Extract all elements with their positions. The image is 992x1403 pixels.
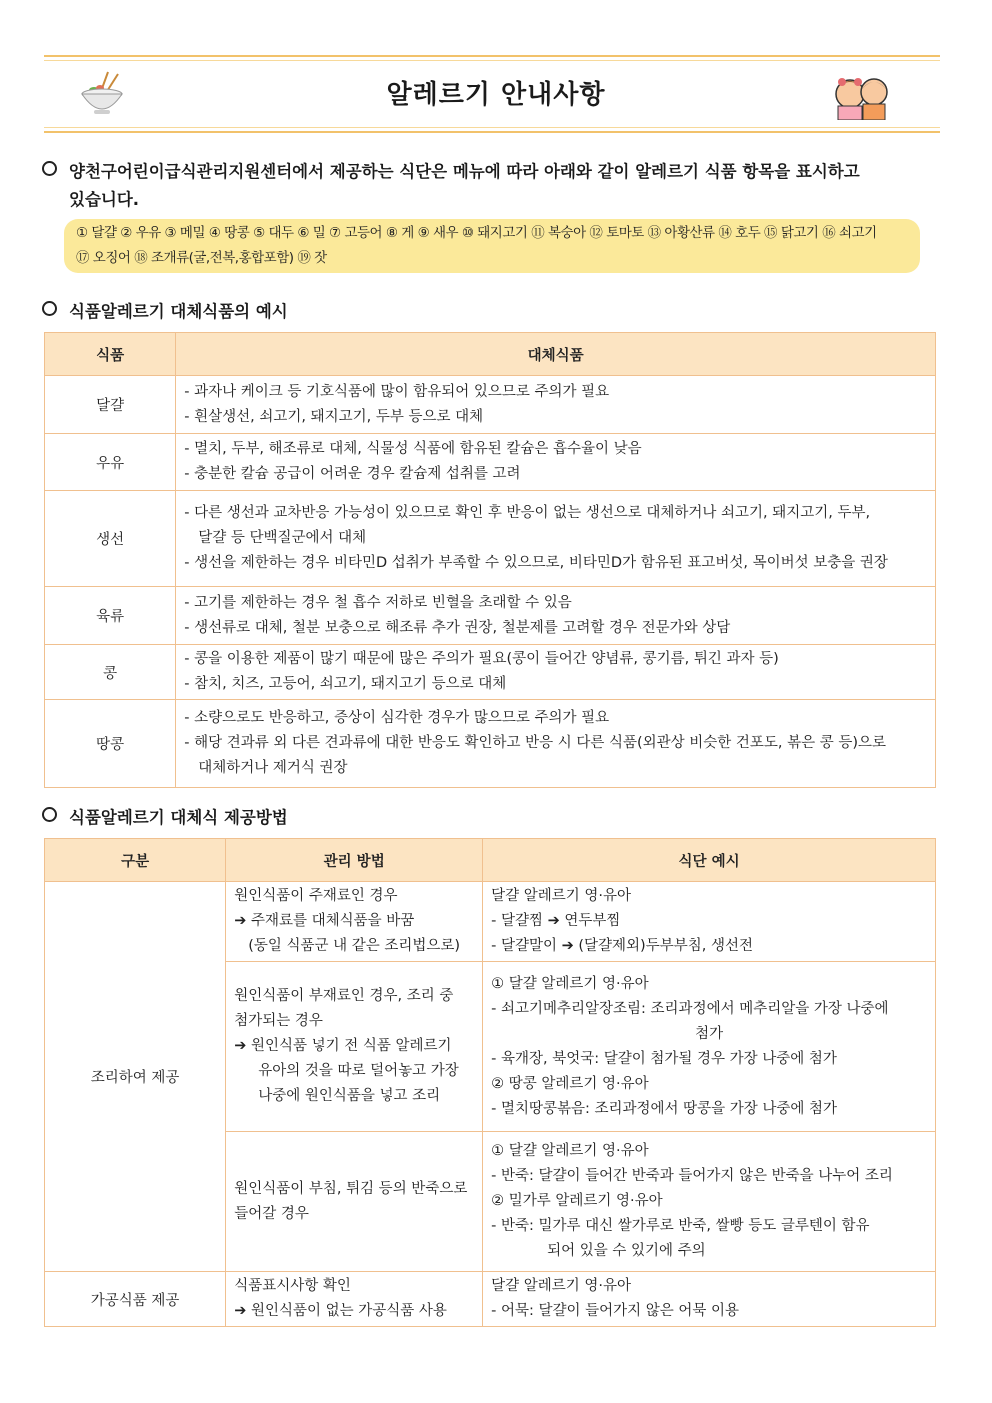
substitute-food-table bbox=[44, 332, 936, 788]
method-cell: 식품표시사항 확인 ➔ 원인식품이 없는 가공식품 사용 bbox=[226, 1272, 483, 1327]
col-header-method: 관리 방법 bbox=[226, 839, 483, 882]
table-row bbox=[45, 434, 936, 491]
method-cell: 원인식품이 주재료인 경우 ➔ 주재료를 대체식품을 바꿈 (동일 식품군 내 같은 조리법으로) bbox=[226, 882, 483, 962]
section-1-heading: 식품알레르기 대체식품의 예시 bbox=[42, 298, 288, 322]
page-title: 알레르기 안내사항 bbox=[386, 80, 606, 110]
table-row bbox=[45, 376, 936, 434]
example-cell: ① 달걀 알레르기 영·유아 - 쇠고기메추리알장조림: 조리과정에서 메추리알을 가장 나중에 첨가 - 육개장, 북엇국: 달걀이 첨가될 경우 가장 나중에 첨가 ② 땅콩 알레르기 영·유아 - 멸치땅콩볶음: 조리과정에서 땅콩을 가장 나중에 첨가 bbox=[483, 962, 936, 1132]
allergen-line-1: ① 달걀 ② 우유 ③ 메밀 ④ 땅콩 ⑤ 대두 ⑥ 밀 ⑦ 고등어 ⑧ 게 ⑨ 새우 ⑩ 돼지고기 ⑪ 복숭아 ⑫ 토마토 ⑬ 아황산류 ⑭ 호두 ⑮ 닭고기 ⑯ 쇠고기 bbox=[76, 225, 877, 241]
substitute-cell: - 고기를 제한하는 경우 철 흡수 저하로 빈혈을 초래할 수 있음 - 생선류로 대체, 철분 보충으로 해조류 추가 권장, 철분제를 고려할 경우 전문가와 상담 bbox=[176, 587, 936, 645]
food-cell: 달걀 bbox=[45, 376, 176, 434]
intro-text: 양천구어린이급식관리지원센터에서 제공하는 식단은 메뉴에 따라 아래와 같이 알레르기 식품 항목을 표시하고 있습니다. bbox=[42, 158, 932, 214]
circle-bullet-icon bbox=[42, 161, 57, 176]
table-row bbox=[45, 645, 936, 700]
table-row bbox=[45, 491, 936, 587]
header-top-line-thin bbox=[44, 60, 940, 61]
food-cell: 콩 bbox=[45, 645, 176, 700]
type-cell-cooking: 조리하여 제공 bbox=[45, 882, 226, 1272]
header-bottom-line bbox=[44, 131, 940, 133]
type-cell-processed: 가공식품 제공 bbox=[45, 1272, 226, 1327]
food-cell: 땅콩 bbox=[45, 700, 176, 788]
table-header-row bbox=[45, 333, 936, 376]
substitute-cell: - 다른 생선과 교차반응 가능성이 있으므로 확인 후 반응이 없는 생선으로 대체하거나 쇠고기, 돼지고기, 두부, 달걀 등 단백질군에서 대체 - 생선을 제한하는 경우 비타민D 섭취가 부족할 수 있으므로, 비타민D가 함유된 표고버섯, 목이버섯 보충을 권장 bbox=[176, 491, 936, 587]
substitute-cell: - 과자나 케이크 등 기호식품에 많이 함유되어 있으므로 주의가 필요 - 흰살생선, 쇠고기, 돼지고기, 두부 등으로 대체 bbox=[176, 376, 936, 434]
method-cell: 원인식품이 부침, 튀김 등의 반죽으로 들어갈 경우 bbox=[226, 1132, 483, 1272]
allergen-list-box bbox=[64, 219, 920, 273]
circle-bullet-icon bbox=[42, 807, 57, 822]
food-cell: 생선 bbox=[45, 491, 176, 587]
allergen-line-2: ⑰ 오징어 ⑱ 조개류(굴,전복,홍합포함) ⑲ 잣 bbox=[76, 250, 327, 266]
col-header-substitute: 대체식품 bbox=[176, 333, 936, 376]
children-icon bbox=[830, 70, 894, 120]
section-2-heading: 식품알레르기 대체식 제공방법 bbox=[42, 804, 288, 828]
substitute-cell: - 멸치, 두부, 해조류로 대체, 식물성 식품에 함유된 칼슘은 흡수율이 낮음 - 충분한 칼슘 공급이 어려운 경우 칼슘제 섭취를 고려 bbox=[176, 434, 936, 491]
circle-bullet-icon bbox=[42, 301, 57, 316]
example-cell: ① 달걀 알레르기 영·유아 - 반죽: 달걀이 들어간 반죽과 들어가지 않은 반죽을 나누어 조리 ② 밀가루 알레르기 영·유아 - 반죽: 밀가루 대신 쌀가루로 반죽, 쌀빵 등도 글루텐이 함유 되어 있을 수 있기에 주의 bbox=[483, 1132, 936, 1272]
table-header-row bbox=[45, 839, 936, 882]
food-cell: 육류 bbox=[45, 587, 176, 645]
header-bottom-line-thin bbox=[44, 127, 940, 128]
col-header-type: 구분 bbox=[45, 839, 226, 882]
table-row bbox=[45, 700, 936, 788]
alternative-meal-table bbox=[44, 838, 936, 1327]
substitute-cell: - 콩을 이용한 제품이 많기 때문에 많은 주의가 필요(콩이 들어간 양념류, 콩기름, 튀긴 과자 등) - 참치, 치즈, 고등어, 쇠고기, 돼지고기 등으로 대체 bbox=[176, 645, 936, 700]
example-cell: 달걀 알레르기 영·유아 - 어묵: 달걀이 들어가지 않은 어묵 이용 bbox=[483, 1272, 936, 1327]
example-cell: 달걀 알레르기 영·유아 - 달걀찜 ➔ 연두부찜 - 달걀말이 ➔ (달걀제외)두부부침, 생선전 bbox=[483, 882, 936, 962]
method-cell: 원인식품이 부재료인 경우, 조리 중 첨가되는 경우 ➔ 원인식품 넣기 전 식품 알레르기 유아의 것을 따로 덜어놓고 가장 나중에 원인식품을 넣고 조리 bbox=[226, 962, 483, 1132]
food-cell: 우유 bbox=[45, 434, 176, 491]
substitute-cell: - 소량으로도 반응하고, 증상이 심각한 경우가 많으므로 주의가 필요 - 해당 견과류 외 다른 견과류에 대한 반응도 확인하고 반응 시 다른 식품(외관상 비슷한 건포도, 볶은 콩 등)으로 대체하거나 제거식 권장 bbox=[176, 700, 936, 788]
table-row bbox=[45, 1272, 936, 1327]
header-top-line bbox=[44, 55, 940, 57]
col-header-food: 식품 bbox=[45, 333, 176, 376]
col-header-example: 식단 예시 bbox=[483, 839, 936, 882]
table-row bbox=[45, 587, 936, 645]
table-row bbox=[45, 882, 936, 962]
